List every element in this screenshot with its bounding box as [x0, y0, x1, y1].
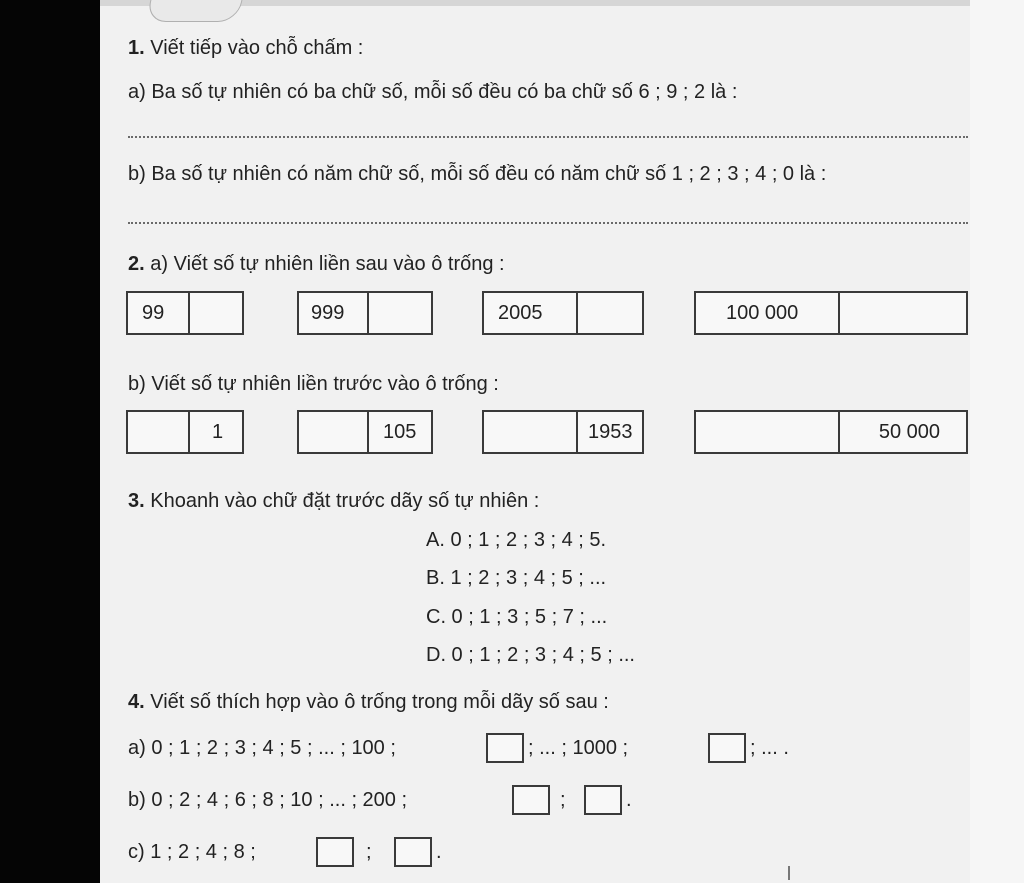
q4-c-end: . [436, 841, 442, 863]
q3-option-c[interactable]: C. 0 ; 1 ; 3 ; 5 ; 7 ; ... [426, 606, 608, 628]
q4-b-blank-1[interactable] [512, 785, 550, 815]
q2b-box-4-value: 50 000 [838, 412, 966, 452]
q4-c-blank-2[interactable] [394, 837, 432, 867]
q4-c-mid: ; [366, 841, 372, 863]
q1-b-answer-line[interactable] [128, 222, 968, 224]
q4-b-end: . [626, 789, 632, 811]
q2a-box-4-value: 100 000 [726, 301, 799, 324]
q4-c-blank-1[interactable] [316, 837, 354, 867]
q1-heading [128, 36, 363, 60]
q2b-box-3-blank[interactable] [484, 412, 576, 452]
q2-heading [128, 252, 505, 276]
q3-heading [128, 489, 539, 513]
page-tick-mark [788, 866, 790, 880]
q2a-box-4-blank[interactable] [838, 293, 966, 333]
q2b-box-3-value: 1953 [576, 412, 642, 452]
q2b-box-3 [482, 410, 644, 454]
q3-number: 3. [128, 490, 145, 512]
q2a-box-4 [694, 291, 968, 335]
q2a-box-2 [297, 291, 433, 335]
q4-a-end: ; ... . [750, 737, 789, 759]
q4-a-blank-1[interactable] [486, 733, 524, 763]
q1-title: Viết tiếp vào chỗ chấm : [150, 37, 364, 59]
q2-b-title: b) Viết số tự nhiên liền trước vào ô trống : [128, 373, 499, 395]
q4-b-mid: ; [560, 789, 566, 811]
q1-a-text: a) Ba số tự nhiên có ba chữ số, mỗi số đều có ba chữ số 6 ; 9 ; 2 là : [128, 81, 738, 103]
q1-b-text: b) Ba số tự nhiên có năm chữ số, mỗi số đều có năm chữ số 1 ; 2 ; 3 ; 4 ; 0 là : [128, 163, 827, 185]
q2b-box-2-blank[interactable] [299, 412, 367, 452]
q2b-box-4-blank[interactable] [696, 412, 838, 452]
q2a-box-1-blank[interactable] [188, 293, 242, 333]
q4-a-mid: ; ... ; 1000 ; [528, 737, 629, 759]
q4-a-start: a) 0 ; 1 ; 2 ; 3 ; 4 ; 5 ; ... ; 100 ; [128, 737, 396, 759]
q3-title: Khoanh vào chữ đặt trước dãy số tự nhiên : [150, 490, 540, 512]
q2-a-title: a) Viết số tự nhiên liền sau vào ô trống : [150, 253, 505, 275]
q4-c-start: c) 1 ; 2 ; 4 ; 8 ; [128, 841, 256, 863]
left-dark-margin [0, 0, 100, 883]
q2a-box-1-value: 99 [142, 301, 165, 324]
q2a-box-1 [126, 291, 244, 335]
q2a-box-2-value: 999 [311, 301, 345, 324]
q1-a-answer-line[interactable] [128, 136, 968, 138]
q3-option-d[interactable]: D. 0 ; 1 ; 2 ; 3 ; 4 ; 5 ; ... [426, 644, 635, 666]
q2b-box-1-blank[interactable] [128, 412, 188, 452]
q3-option-b[interactable]: B. 1 ; 2 ; 3 ; 4 ; 5 ; ... [426, 567, 607, 589]
q2b-box-1-value: 1 [188, 412, 242, 452]
q2b-box-1 [126, 410, 244, 454]
q2b-box-2 [297, 410, 433, 454]
top-tab-shape [146, 0, 247, 22]
q2a-box-3-blank[interactable] [576, 293, 642, 333]
q4-number: 4. [128, 691, 145, 713]
q2b-box-4 [694, 410, 968, 454]
q4-heading [128, 690, 609, 714]
q2b-box-2-value: 105 [367, 412, 431, 452]
q4-b-blank-2[interactable] [584, 785, 622, 815]
q2a-box-2-blank[interactable] [367, 293, 431, 333]
q1-number: 1. [128, 37, 145, 59]
q4-title: Viết số thích hợp vào ô trống trong mỗi dãy số sau : [150, 691, 609, 713]
q2a-box-3-value: 2005 [498, 301, 543, 324]
q4-a-blank-2[interactable] [708, 733, 746, 763]
q2a-box-3 [482, 291, 644, 335]
right-page-edge [970, 0, 1024, 883]
q2-number: 2. [128, 253, 145, 275]
q4-b-start: b) 0 ; 2 ; 4 ; 6 ; 8 ; 10 ; ... ; 200 ; [128, 789, 408, 811]
q3-option-a[interactable]: A. 0 ; 1 ; 2 ; 3 ; 4 ; 5. [426, 529, 607, 551]
